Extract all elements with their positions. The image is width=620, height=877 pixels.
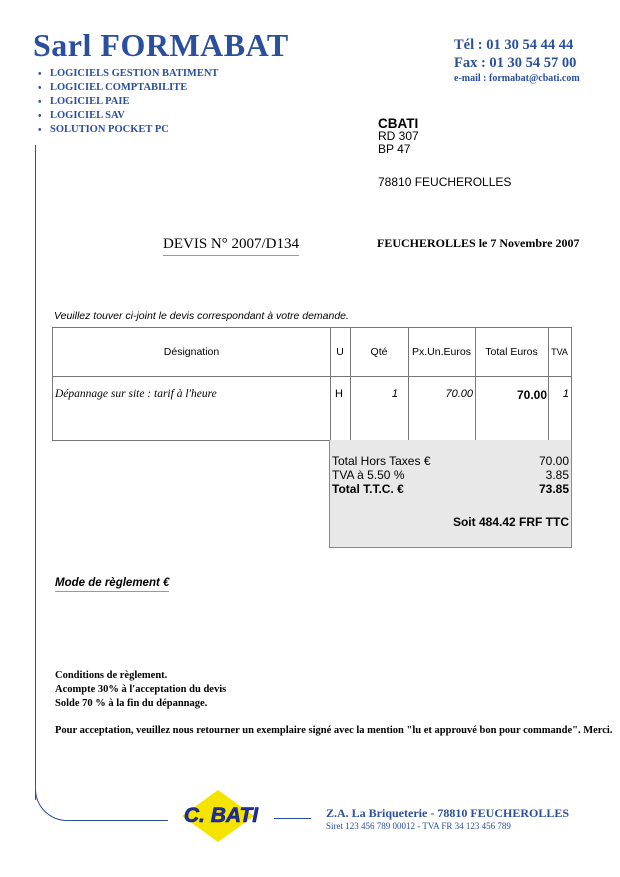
acceptance-text: Pour acceptation, veuillez nous retourner un exemplaire signé avec la mention "lu et approuvé bon pour commande". Merci. xyxy=(55,725,613,736)
quote-table xyxy=(52,327,572,441)
phone-number: Tél : 01 30 54 44 44 xyxy=(454,37,574,53)
client-city: 78810 FEUCHEROLLES xyxy=(378,175,512,189)
row-unit: H xyxy=(335,388,343,400)
service-item: • LOGICIELS GESTION BATIMENT xyxy=(38,67,218,81)
row-qty: 1 xyxy=(391,388,398,400)
logo-text: C. BATI xyxy=(183,804,259,827)
column-divider xyxy=(548,328,549,440)
column-divider xyxy=(408,328,409,440)
conditions-title: Conditions de règlement. xyxy=(55,670,168,681)
footer-address: Z.A. La Briqueterie - 78810 FEUCHEROLLES xyxy=(326,806,570,820)
cbati-logo xyxy=(168,786,274,846)
footer-siret: Siret 123 456 789 00012 - TVA FR 34 123 456 789 xyxy=(326,821,511,831)
row-tva: 1 xyxy=(562,388,569,400)
client-name: CBATI xyxy=(378,116,419,131)
service-item: • LOGICIEL PAIE xyxy=(38,95,218,109)
header-qty: Qté xyxy=(350,328,408,377)
row-total: 70.00 xyxy=(516,388,547,402)
tva-value: 3.85 xyxy=(545,468,569,482)
cbati-logo-graphic xyxy=(168,786,274,846)
tva-label: TVA à 5.50 % xyxy=(332,468,405,482)
deposit-text: Acompte 30% à l'acceptation du devis xyxy=(55,684,227,695)
contact-block xyxy=(454,36,580,86)
company-name: Sarl FORMABAT xyxy=(33,27,289,63)
bottom-curve-rule xyxy=(35,780,168,821)
client-line2: BP 47 xyxy=(378,142,411,156)
total-ht-row xyxy=(332,454,569,468)
header-total: Total Euros xyxy=(475,328,548,377)
header-unit: U xyxy=(330,328,350,377)
date-place: FEUCHEROLLES le 7 Novembre 2007 xyxy=(377,236,580,250)
service-item: • LOGICIEL COMPTABILITE xyxy=(38,81,218,95)
total-ttc-value: 73.85 xyxy=(538,482,569,496)
header-designation: Désignation xyxy=(53,328,330,377)
totals-box xyxy=(329,440,572,548)
bottom-rule-right xyxy=(274,818,311,819)
service-item: • LOGICIEL SAV xyxy=(38,109,218,123)
quote-title: DEVIS N° 2007/D134 xyxy=(163,236,299,256)
client-line1: RD 307 xyxy=(378,129,419,143)
service-item: • SOLUTION POCKET PC xyxy=(38,123,218,137)
total-ht-value: 70.00 xyxy=(538,454,569,468)
header-tva: TVA xyxy=(548,328,571,377)
services-list xyxy=(38,67,218,137)
row-price: 70.00 xyxy=(445,388,473,400)
column-divider xyxy=(330,328,331,440)
intro-text: Veuillez touver ci-joint le devis correspondant à votre demande. xyxy=(54,310,349,322)
fax-number: Fax : 01 30 54 57 00 xyxy=(454,55,577,71)
email-address[interactable]: e-mail : formabat@cbati.com xyxy=(454,73,580,84)
total-ttc-row xyxy=(332,482,569,496)
payment-conditions xyxy=(55,669,226,711)
frf-total: Soit 484.42 FRF TTC xyxy=(452,515,569,529)
header-price: Px.Un.Euros xyxy=(408,328,475,377)
left-border-rule xyxy=(35,145,36,800)
total-ht-label: Total Hors Taxes € xyxy=(332,454,431,468)
column-divider xyxy=(350,328,351,440)
payment-mode: Mode de règlement € xyxy=(55,577,169,592)
balance-text: Solde 70 % à la fin du dépannage. xyxy=(55,698,208,709)
column-divider xyxy=(475,328,476,440)
tva-row xyxy=(332,468,569,482)
row-designation: Dépannage sur site : tarif à l'heure xyxy=(55,388,217,400)
client-address xyxy=(378,117,511,189)
frf-row xyxy=(332,515,569,529)
total-ttc-label: Total T.T.C. € xyxy=(332,482,404,496)
